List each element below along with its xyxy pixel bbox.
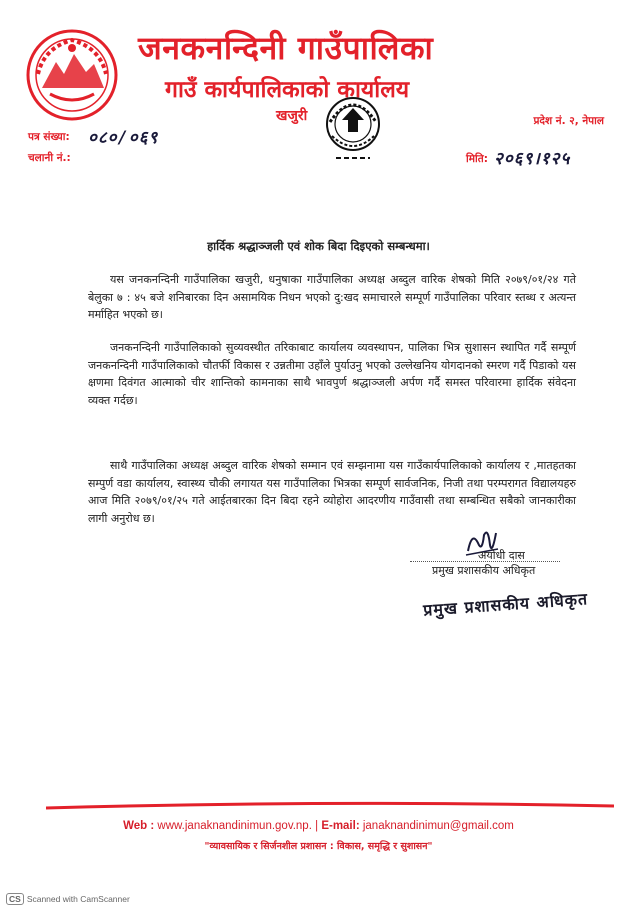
paragraph-3-text: साथै गाउँपालिका अध्यक्ष अब्दुल वारिक शेषको सम्मान एवं सम्झनामा यस गाउँकार्यपालिकाको कार्यालय र ,मातहतका सम्पुर्ण वडा कार्यालय, स्वास्थ्य चौकी लगायत यस गाउँपालिका भित्रका सम्पूर्ण सार्वजनिक, निजी तथा परम्परागत विद्यालयहरु आज मिति २०७९/०१/२५ गते आईतबारका दिन बिदा रहने व्योहोरा आदरणीय गाउँवासी तथा सम्बन्धित सबैको जानकारीका लागी अनुरोध छ।	[88, 459, 576, 525]
date-value: २०६९।१२५	[494, 149, 571, 169]
scanner-text: Scanned with CamScanner	[26, 894, 130, 904]
office-stamp-icon	[322, 92, 384, 166]
footer-divider	[46, 801, 614, 811]
paragraph-2-text: जनकनन्दिनी गाउँपालिकाको सुव्यवस्थीत तरिकाबाट कार्यालय व्यवस्थापन, पालिका भित्र सुशासन स्थापित गर्दै सम्पूर्ण जनकनन्दिनी गाउँपालिकाको चौतर्फी विकास र उन्नतीमा उहाँले पुर्याउनु भएको उल्लेखनिय योगदानको स्मरण गर्दै पिडाको यस क्षणमा दिवंगत आत्माको चीर शान्तिको कामनाका साथै भावपुर्ण श्रद्धाञ्जली अर्पण गर्दै समस्त परिवारमा हार्दिक संवेदना व्यक्त गर्दछ।	[88, 341, 576, 407]
paragraph-3	[88, 457, 576, 527]
municipality-title: जनकनन्दिनी गाउँपालिका	[138, 29, 434, 67]
signatory-stamp: प्रमुख प्रशासकीय अधिकृत	[422, 589, 589, 620]
office-subtitle: गाउँ कार्यपालिकाको कार्यालय	[165, 77, 410, 103]
province-label: प्रदेश नं. २, नेपाल	[533, 115, 604, 127]
footer-slogan: "व्यावसायिक र सिर्जनशील प्रशासन : विकास, समृद्धि र सुशासन"	[204, 841, 433, 852]
paragraph-2	[88, 339, 576, 409]
footer-separator: |	[315, 820, 319, 832]
paragraph-1	[88, 271, 576, 324]
letter-subject: हार्दिक श्रद्धाञ्जली एवं शोक बिदा दिइएको सम्बन्धमा।	[207, 239, 430, 253]
scanner-watermark	[6, 893, 130, 905]
date-label: मिति:	[466, 153, 488, 165]
web-label: Web :	[123, 820, 155, 832]
paragraph-1-text: यस जनकनन्दिनी गाउँपालिका खजुरी, धनुषाका गाउँपालिका अध्यक्ष अब्दुल वारिक शेषको मिति २०७९/०१/२४ गते बेलुका ७ : ४५ बजे शनिबारका दिन असामयिक निधन भएको दु:खद समाचारले सम्पूर्ण गाउँपालिका परिवार स्तब्ध र अत्यन्त मर्माहित भएको छ।	[88, 273, 576, 321]
signatory-title: प्रमुख प्रशासकीय अधिकृत	[432, 564, 536, 577]
email-label: E-mail:	[321, 820, 360, 832]
patra-label: पत्र संख्या:	[28, 131, 70, 143]
chalani-label: चलानी नं.:	[28, 152, 71, 164]
patra-value: ०८०/०६९	[88, 128, 159, 148]
place-name: खजुरी	[276, 108, 308, 124]
signatory-name: अयोधी दास	[478, 549, 525, 562]
email-link[interactable]: janaknandinimun@gmail.com	[362, 820, 514, 832]
footer-contact	[0, 820, 637, 832]
camscanner-icon: CS	[6, 893, 24, 905]
nepal-emblem-icon	[24, 28, 120, 122]
website-link[interactable]: www.janaknandinimun.gov.np.	[157, 820, 312, 832]
